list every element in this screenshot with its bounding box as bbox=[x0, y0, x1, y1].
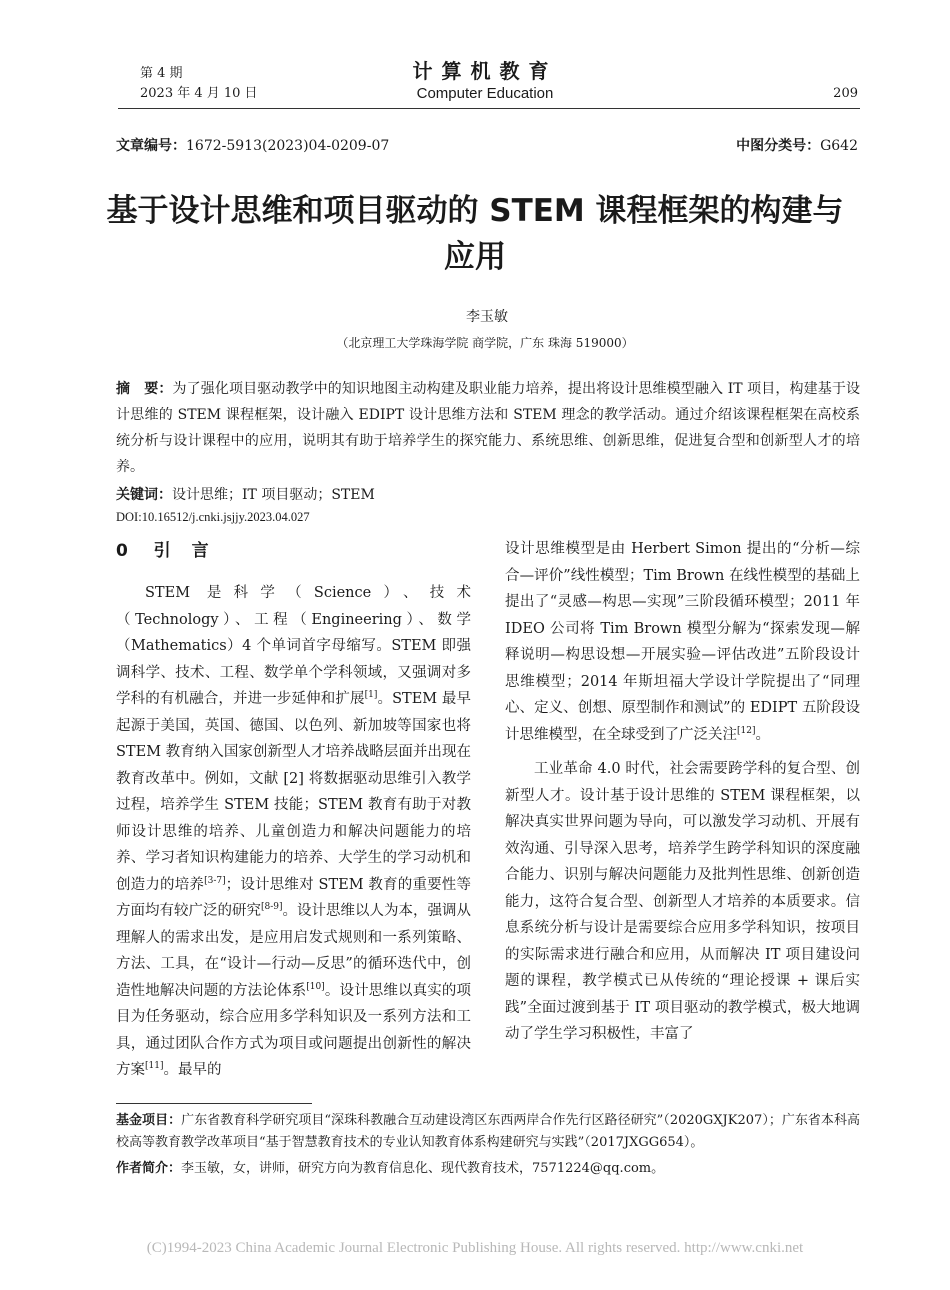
abstract-text: 为了强化项目驱动教学中的知识地图主动构建及职业能力培养，提出将设计思维模型融入 IT 项目，构建基于设计思维的 STEM 课程框架，设计融入 EDIPT 设计思维方法和 STEM 理念的教学活动。通过介绍该课程框架在高校系统分析与设计课程中的应用，说明其有助于培养学生的探究能力、系统思维、创新思维，促进复合型和创新型人才的培养。 bbox=[116, 381, 860, 475]
doi: DOI:10.16512/j.cnki.jsjjy.2023.04.027 bbox=[116, 510, 310, 524]
header-divider bbox=[118, 108, 860, 109]
classification-value: G642 bbox=[820, 138, 858, 154]
section-number: 0 bbox=[116, 541, 130, 561]
citation: [1] bbox=[364, 690, 378, 701]
keywords bbox=[116, 484, 375, 504]
text-run: STEM 是科学（Science）、技术（Technology）、工程（Engineering）、数学（Mathematics）4 个单词首字母缩写。STEM 即强调科学、技术、工程、数学单个学科领域，又强调对多学科的有机融合，并进一步延伸和扩展 bbox=[116, 585, 471, 707]
paragraph: 工业革命 4.0 时代，社会需要跨学科的复合型、创新型人才。设计基于设计思维的 STEM 课程框架，以解决真实世界问题为导向，可以激发学习动机、开展有效沟通、引导深入思考，培养学生跨学科知识的深度融合能力、识别与解决问题能力及批判性思维、创新创造能力，这符合复合型、创新型人才培养的本质要求。信息系统分析与设计是需要综合应用多学科知识，按项目的实际需求进行融合和应用，从而解决 IT 项目建设问题的课程，教学模式已从传统的“理论授课 + 课后实践”全面过渡到基于 IT 项目驱动的教学模式，极大地调动了学生学习积极性，丰富了 bbox=[505, 761, 860, 1042]
running-header-left bbox=[140, 64, 258, 104]
page-number: 209 bbox=[833, 86, 858, 101]
author-affiliation: （北京理工大学珠海学院 商学院，广东 珠海 519000） bbox=[336, 336, 634, 350]
fund-text: 广东省教育科学研究项目“深珠科教融合互动建设湾区东西两岸合作先行区路径研究”（2020GXJK207）；广东省本科高校高等教育教学改革项目“基于智慧教育技术的专业认知教育体系构建研究与实践”（2017JXGG654）。 bbox=[116, 1113, 860, 1150]
classification-label: 中图分类号： bbox=[736, 138, 821, 154]
citation: [11] bbox=[145, 1061, 164, 1072]
paragraph bbox=[505, 536, 860, 748]
keywords-text: 设计思维；IT 项目驱动；STEM bbox=[172, 487, 375, 503]
text-run: 设计思维模型是由 Herbert Simon 提出的“分析—综合—评价”线性模型；Tim Brown 在线性模型的基础上提出了“灵感—构思—实现”三阶段循环模型；2011 年 IDEO 公司将 Tim Brown 模型分解为“探索发现—解释说明—构思设想—开展实验—评估改进”五阶段设计思维模型；2014 年斯坦福大学设计学院提出了“同理心、定义、创想、原型制作和测试”的 EDIPT 五阶段设计思维模型，在全球受到了广泛关注 bbox=[505, 541, 860, 743]
keywords-label: 关键词： bbox=[116, 487, 172, 503]
article-number-label: 文章编号： bbox=[116, 138, 186, 154]
paper-title: 基于设计思维和项目驱动的 STEM 课程框架的构建与应用 bbox=[106, 193, 844, 275]
author-bio bbox=[116, 1158, 860, 1180]
paragraph bbox=[116, 580, 471, 1084]
citation: [8-9] bbox=[261, 902, 283, 913]
text-run: 。设计思维以真实的项目为任务驱动，综合应用多学科知识及一系列方法和工具，通过团队合作方式为项目或问题提出创新性的解决方案 bbox=[116, 982, 472, 1078]
footnote-divider bbox=[116, 1103, 312, 1104]
text-run: 。最早的 bbox=[163, 1062, 222, 1078]
author-name: 李玉敏 bbox=[466, 309, 508, 325]
body-column-left bbox=[116, 580, 471, 1084]
copyright-watermark: (C)1994-2023 China Academic Journal Electronic Publishing House. All rights reserved. http://www.cnki.net bbox=[146, 1240, 804, 1256]
author-bio-text: 李玉敏，女，讲师，研究方向为教育信息化、现代教育技术，7571224@qq.com。 bbox=[181, 1161, 665, 1176]
journal-masthead bbox=[370, 58, 600, 104]
footnotes bbox=[116, 1110, 860, 1180]
article-number-value: 1672-5913(2023)04-0209-07 bbox=[186, 138, 390, 154]
fund-note bbox=[116, 1110, 860, 1154]
fund-label: 基金项目： bbox=[116, 1113, 182, 1128]
text-run: 。设计思维以人为本，强调从理解人的需求出发，是应用启发式规则和一系列策略、方法、工具，在“设计—行动—反思”的循环迭代中，创造性地解决问题的方法论体系 bbox=[116, 903, 472, 999]
body-column-right bbox=[505, 536, 860, 1048]
text-run: 。STEM 最早起源于美国，英国、德国、以色列、新加坡等国家也将 STEM 教育纳入国家创新型人才培养战略层面并出现在教育改革中。例如，文献 [2] 将数据驱动思维引入教学过程，培养学生 STEM 技能；STEM 教育有助于对教师设计思维的培养、儿童创造力和解决问题能力的培养、学习者知识构建能力的培养、大学生的学习动机和创造力的培养 bbox=[116, 691, 471, 893]
journal-name-en: Computer Education bbox=[416, 85, 554, 102]
citation: [10] bbox=[306, 981, 325, 992]
text-run: 。 bbox=[755, 726, 770, 743]
abstract bbox=[116, 376, 860, 480]
section-title: 引 言 bbox=[153, 541, 211, 561]
abstract-label: 摘 要： bbox=[116, 381, 173, 397]
journal-name-cn: 计算机教育 bbox=[412, 59, 558, 83]
section-heading bbox=[116, 536, 211, 561]
issue-number: 第 4 期 bbox=[140, 66, 183, 81]
article-number bbox=[116, 135, 389, 155]
classification-number bbox=[736, 135, 858, 155]
issue-date: 2023 年 4 月 10 日 bbox=[140, 86, 258, 101]
text-run: ；设计思维对 STEM 教育的重要性等方面均有较广泛的研究 bbox=[116, 876, 471, 919]
author-bio-label: 作者简介： bbox=[116, 1161, 182, 1176]
citation: [12] bbox=[737, 725, 756, 736]
citation: [3-7] bbox=[204, 875, 226, 886]
